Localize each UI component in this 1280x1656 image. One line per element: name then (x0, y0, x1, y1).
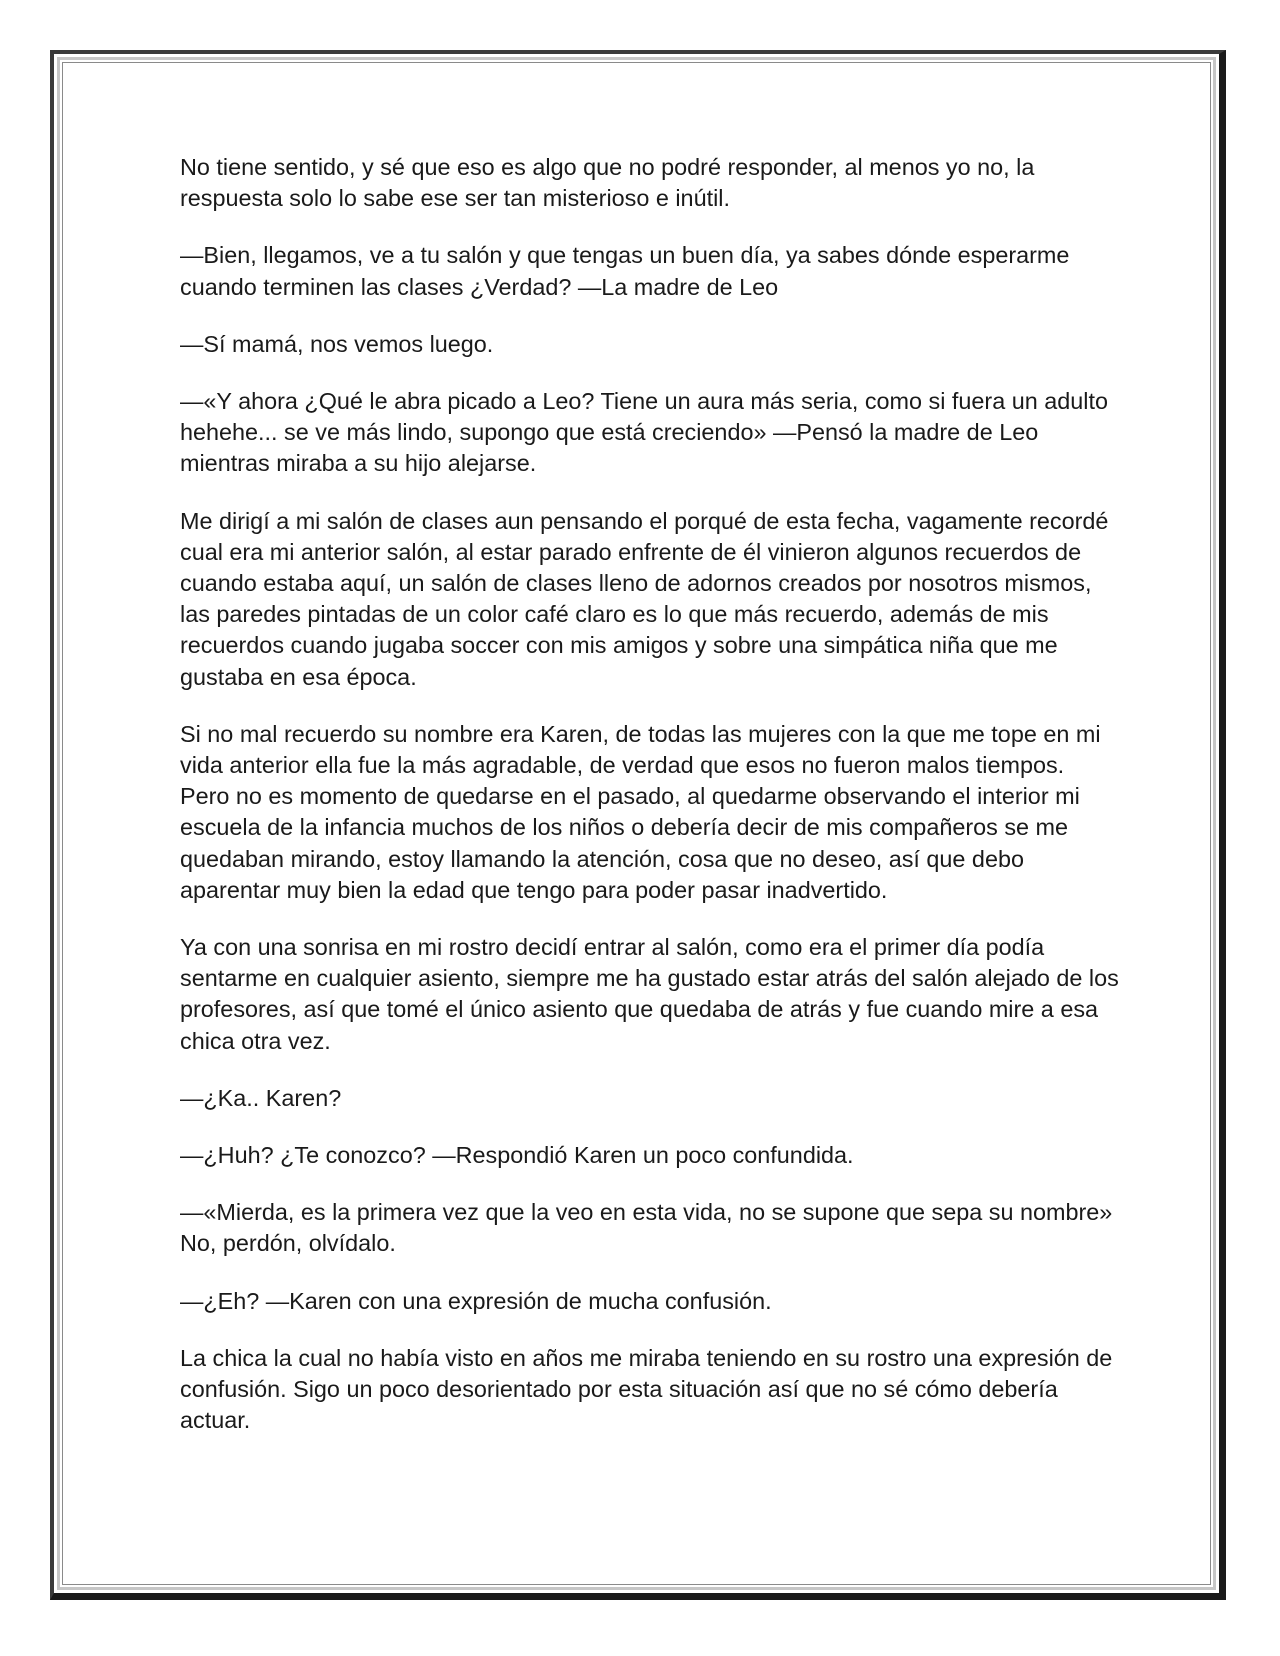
paragraph: —¿Ka.. Karen? (180, 1084, 342, 1111)
page-border-frame (50, 50, 1226, 1600)
paragraph: —¿Eh? —Karen con una expresión de mucha confusión. (180, 1287, 772, 1314)
paragraph: —«Y ahora ¿Qué le abra picado a Leo? Tiene un aura más seria, como si fuera un adulto hehehe... se ve más lindo, supongo que está creciendo» —Pensó la madre de Leo mientras miraba a su hijo alejarse. (180, 388, 1108, 477)
paragraph: —¿Huh? ¿Te conozco? —Respondió Karen un poco confundida. (180, 1142, 854, 1169)
paragraph: La chica la cual no había visto en años me miraba teniendo en su rostro una expresión de confusión. Sigo un poco desorientado por esta situación así que no sé cómo debería actuar. (180, 1344, 1113, 1434)
paragraph: —Bien, llegamos, ve a tu salón y que tengas un buen día, ya sabes dónde esperarme cuando terminen las clases ¿Verdad? —La madre de Leo (180, 242, 1070, 300)
paragraph: Si no mal recuerdo su nombre era Karen, de todas las mujeres con la que me tope en mi vida anterior ella fue la más agradable, de verdad que esos no fueron malos tiempos. Pero no es momento de quedarse en el pasado, al quedarme observando el interior mi escuela de la infancia muchos de los niños o debería decir de mis compañeros se me quedaban mirando, estoy llamando la atención, cosa que no deseo, así que debo aparentar muy bien la edad que tengo para poder pasar inadvertido. (180, 720, 1101, 903)
document-body (180, 152, 1120, 1463)
paragraph: No tiene sentido, y sé que eso es algo que no podré responder, al menos yo no, la respuesta solo lo sabe ese ser tan misterioso e inútil. (180, 154, 1035, 212)
paragraph: —«Mierda, es la primera vez que la veo en esta vida, no se supone que sepa su nombre» No, perdón, olvídalo. (180, 1199, 1113, 1257)
paragraph: Ya con una sonrisa en mi rostro decidí entrar al salón, como era el primer día podía sentarme en cualquier asiento, siempre me ha gustado estar atrás del salón alejado de los profesores, así que tomé el único asiento que quedaba de atrás y fue cuando mire a esa chica otra vez. (180, 934, 1119, 1054)
paragraph: —Sí mamá, nos vemos luego. (180, 330, 494, 357)
paragraph: Me dirigí a mi salón de clases aun pensando el porqué de esta fecha, vagamente recordé cual era mi anterior salón, al estar parado enfrente de él vinieron algunos recuerdos de cuando estaba aquí, un salón de clases lleno de adornos creados por nosotros mismos, las paredes pintadas de un color café claro es lo que más recuerdo, además de mis recuerdos cuando jugaba soccer con mis amigos y sobre una simpática niña que me gustaba en esa época. (180, 507, 1109, 690)
